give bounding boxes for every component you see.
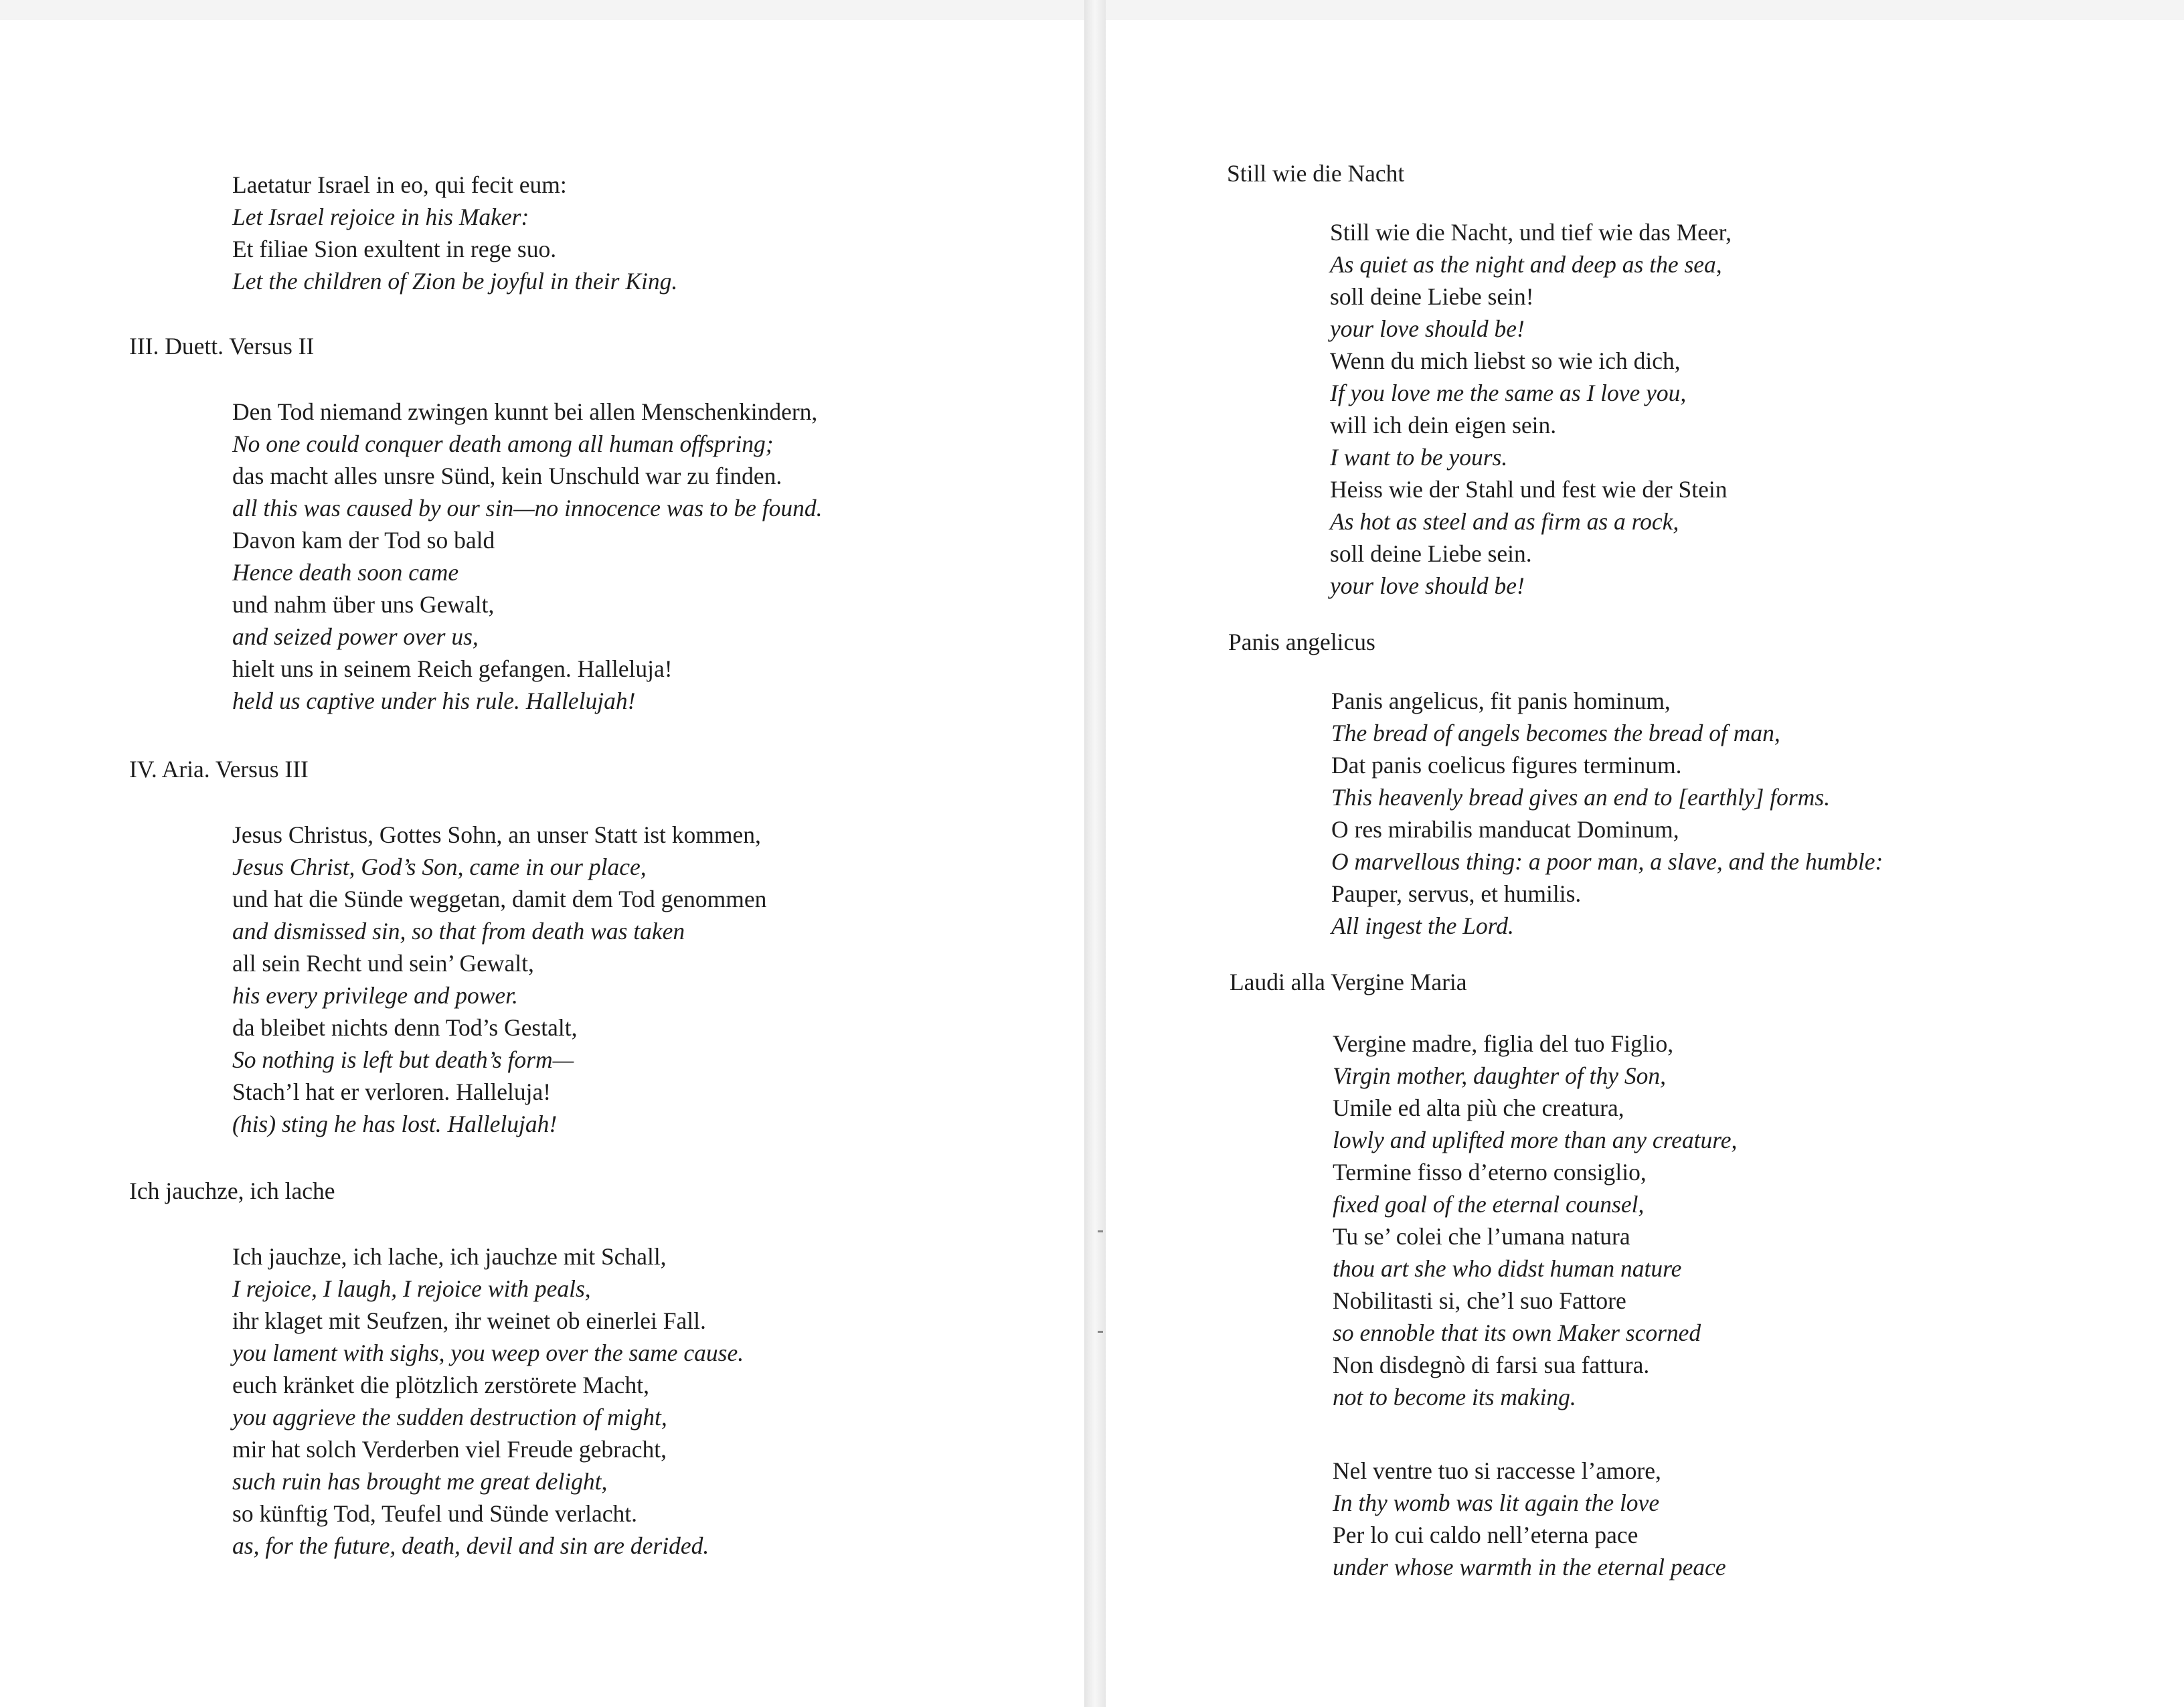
original-line: das macht alles unsre Sünd, kein Unschuld war zu finden. [232, 463, 782, 489]
original-line: Termine fisso d’eterno consiglio, [1333, 1159, 1647, 1186]
original-line: all sein Recht und sein’ Gewalt, [232, 950, 534, 977]
duett-stanza [232, 396, 823, 717]
original-line: Non disdegnò di farsi sua fattura. [1333, 1352, 1650, 1378]
translation-line: and dismissed sin, so that from death was taken [232, 918, 685, 945]
original-line: und hat die Sünde weggetan, damit dem Tod genommen [232, 886, 767, 912]
original-line: soll deine Liebe sein. [1330, 540, 1532, 567]
translation-line: your love should be! [1330, 572, 1525, 599]
original-line: Umile ed alta più che creatura, [1333, 1094, 1624, 1121]
section-heading-ich-jauchze: Ich jauchze, ich lache [129, 1177, 335, 1204]
translation-line: No one could conquer death among all human offspring; [232, 430, 774, 457]
original-line: Heiss wie der Stahl und fest wie der Stein [1330, 476, 1728, 503]
original-line: Per lo cui caldo nell’eterna pace [1333, 1522, 1639, 1548]
translation-line: Virgin mother, daughter of thy Son, [1333, 1062, 1666, 1089]
binding-mark [1098, 1230, 1103, 1232]
translation-line: (his) sting he has lost. Hallelujah! [232, 1111, 558, 1137]
translation-line: In thy womb was lit again the love [1333, 1489, 1660, 1516]
binding-mark [1098, 1331, 1103, 1333]
translation-line: as, for the future, death, devil and sin are derided. [232, 1532, 709, 1559]
page-gutter [1084, 0, 1106, 1707]
translation-line: so ennoble that its own Maker scorned [1333, 1319, 1701, 1346]
original-line: Still wie die Nacht, und tief wie das Meer, [1330, 219, 1732, 246]
original-line: Den Tod niemand zwingen kunnt bei allen Menschenkindern, [232, 398, 818, 425]
original-line: so künftig Tod, Teufel und Sünde verlacht. [232, 1500, 638, 1527]
left-page [0, 20, 1084, 1707]
still-wie-die-nacht-stanza [1330, 216, 1732, 602]
translation-line: thou art she who didst human nature [1333, 1255, 1682, 1282]
original-line: ihr klaget mit Seufzen, ihr weinet ob einerlei Fall. [232, 1307, 706, 1334]
section-heading-panis-angelicus: Panis angelicus [1228, 629, 1375, 655]
translation-line: I rejoice, I laugh, I rejoice with peals, [232, 1275, 591, 1302]
translation-line: not to become its making. [1333, 1384, 1576, 1410]
original-line: Davon kam der Tod so bald [232, 527, 495, 554]
original-line: Pauper, servus, et humilis. [1331, 880, 1582, 907]
translation-line: O marvellous thing: a poor man, a slave, and the humble: [1331, 848, 1883, 875]
original-line: Stach’l hat er verloren. Halleluja! [232, 1078, 552, 1105]
original-line: da bleibet nichts denn Tod’s Gestalt, [232, 1014, 578, 1041]
original-line: euch kränket die plötzlich zerstörete Macht, [232, 1372, 649, 1398]
laudi-stanza [1333, 1028, 1737, 1413]
intro-stanza [232, 169, 677, 297]
right-page [1106, 20, 2184, 1707]
original-line: Jesus Christus, Gottes Sohn, an unser Statt ist kommen, [232, 821, 761, 848]
translation-line: fixed goal of the eternal counsel, [1333, 1191, 1645, 1218]
original-line: O res mirabilis manducat Dominum, [1331, 816, 1679, 843]
original-line: Nobilitasti si, che’l suo Fattore [1333, 1287, 1626, 1314]
section-heading-aria: IV. Aria. Versus III [129, 756, 309, 783]
translation-line: you lament with sighs, you weep over the same cause. [232, 1339, 744, 1366]
original-line: Wenn du mich liebst so wie ich dich, [1330, 347, 1681, 374]
translation-line: all this was caused by our sin—no innocence was to be found. [232, 495, 823, 521]
panis-angelicus-stanza [1331, 685, 1883, 942]
translation-line: such ruin has brought me great delight, [232, 1468, 608, 1495]
translation-line: under whose warmth in the eternal peace [1333, 1554, 1726, 1580]
latin-line: Et filiae Sion exultent in rege suo. [232, 236, 557, 262]
translation-line: I want to be yours. [1330, 444, 1508, 471]
original-line: Dat panis coelicus figures terminum. [1331, 752, 1682, 779]
original-line: und nahm über uns Gewalt, [232, 591, 495, 618]
translation-line: The bread of angels becomes the bread of man, [1331, 720, 1780, 746]
translation-line: you aggrieve the sudden destruction of might, [232, 1404, 667, 1431]
translation-line: If you love me the same as I love you, [1330, 380, 1687, 406]
original-line: Ich jauchze, ich lache, ich jauchze mit Schall, [232, 1243, 667, 1270]
aria-stanza [232, 819, 766, 1140]
translation-line: Let the children of Zion be joyful in their King. [232, 268, 678, 295]
translation-line: your love should be! [1330, 315, 1525, 342]
original-line: hielt uns in seinem Reich gefangen. Halleluja! [232, 655, 673, 682]
translation-line: and seized power over us, [232, 623, 479, 650]
original-line: Nel ventre tuo si raccesse l’amore, [1333, 1457, 1661, 1484]
translation-line: Let Israel rejoice in his Maker: [232, 204, 529, 230]
laudi-stanza-continued [1333, 1455, 1726, 1583]
translation-line: All ingest the Lord. [1331, 912, 1514, 939]
section-heading-duett: III. Duett. Versus II [129, 333, 315, 359]
section-heading-still-wie-die-nacht: Still wie die Nacht [1227, 160, 1405, 187]
original-line: soll deine Liebe sein! [1330, 283, 1534, 310]
original-line: Panis angelicus, fit panis hominum, [1331, 687, 1671, 714]
original-line: will ich dein eigen sein. [1330, 412, 1557, 438]
original-line: Tu se’ colei che l’umana natura [1333, 1223, 1630, 1250]
translation-line: his every privilege and power. [232, 982, 518, 1009]
translation-line: As quiet as the night and deep as the sea, [1330, 251, 1722, 278]
latin-line: Laetatur Israel in eo, qui fecit eum: [232, 171, 567, 198]
translation-line: This heavenly bread gives an end to [earthly] forms. [1331, 784, 1831, 811]
translation-line: Hence death soon came [232, 559, 459, 586]
section-heading-laudi: Laudi alla Vergine Maria [1230, 969, 1467, 995]
translation-line: held us captive under his rule. Hallelujah! [232, 687, 636, 714]
original-line: Vergine madre, figlia del tuo Figlio, [1333, 1030, 1674, 1057]
ich-jauchze-stanza [232, 1240, 744, 1562]
translation-line: lowly and uplifted more than any creature, [1333, 1127, 1738, 1153]
original-line: mir hat solch Verderben viel Freude gebracht, [232, 1436, 667, 1463]
translation-line: As hot as steel and as firm as a rock, [1330, 508, 1679, 535]
translation-line: Jesus Christ, God’s Son, came in our place, [232, 854, 647, 880]
translation-line: So nothing is left but death’s form— [232, 1046, 574, 1073]
